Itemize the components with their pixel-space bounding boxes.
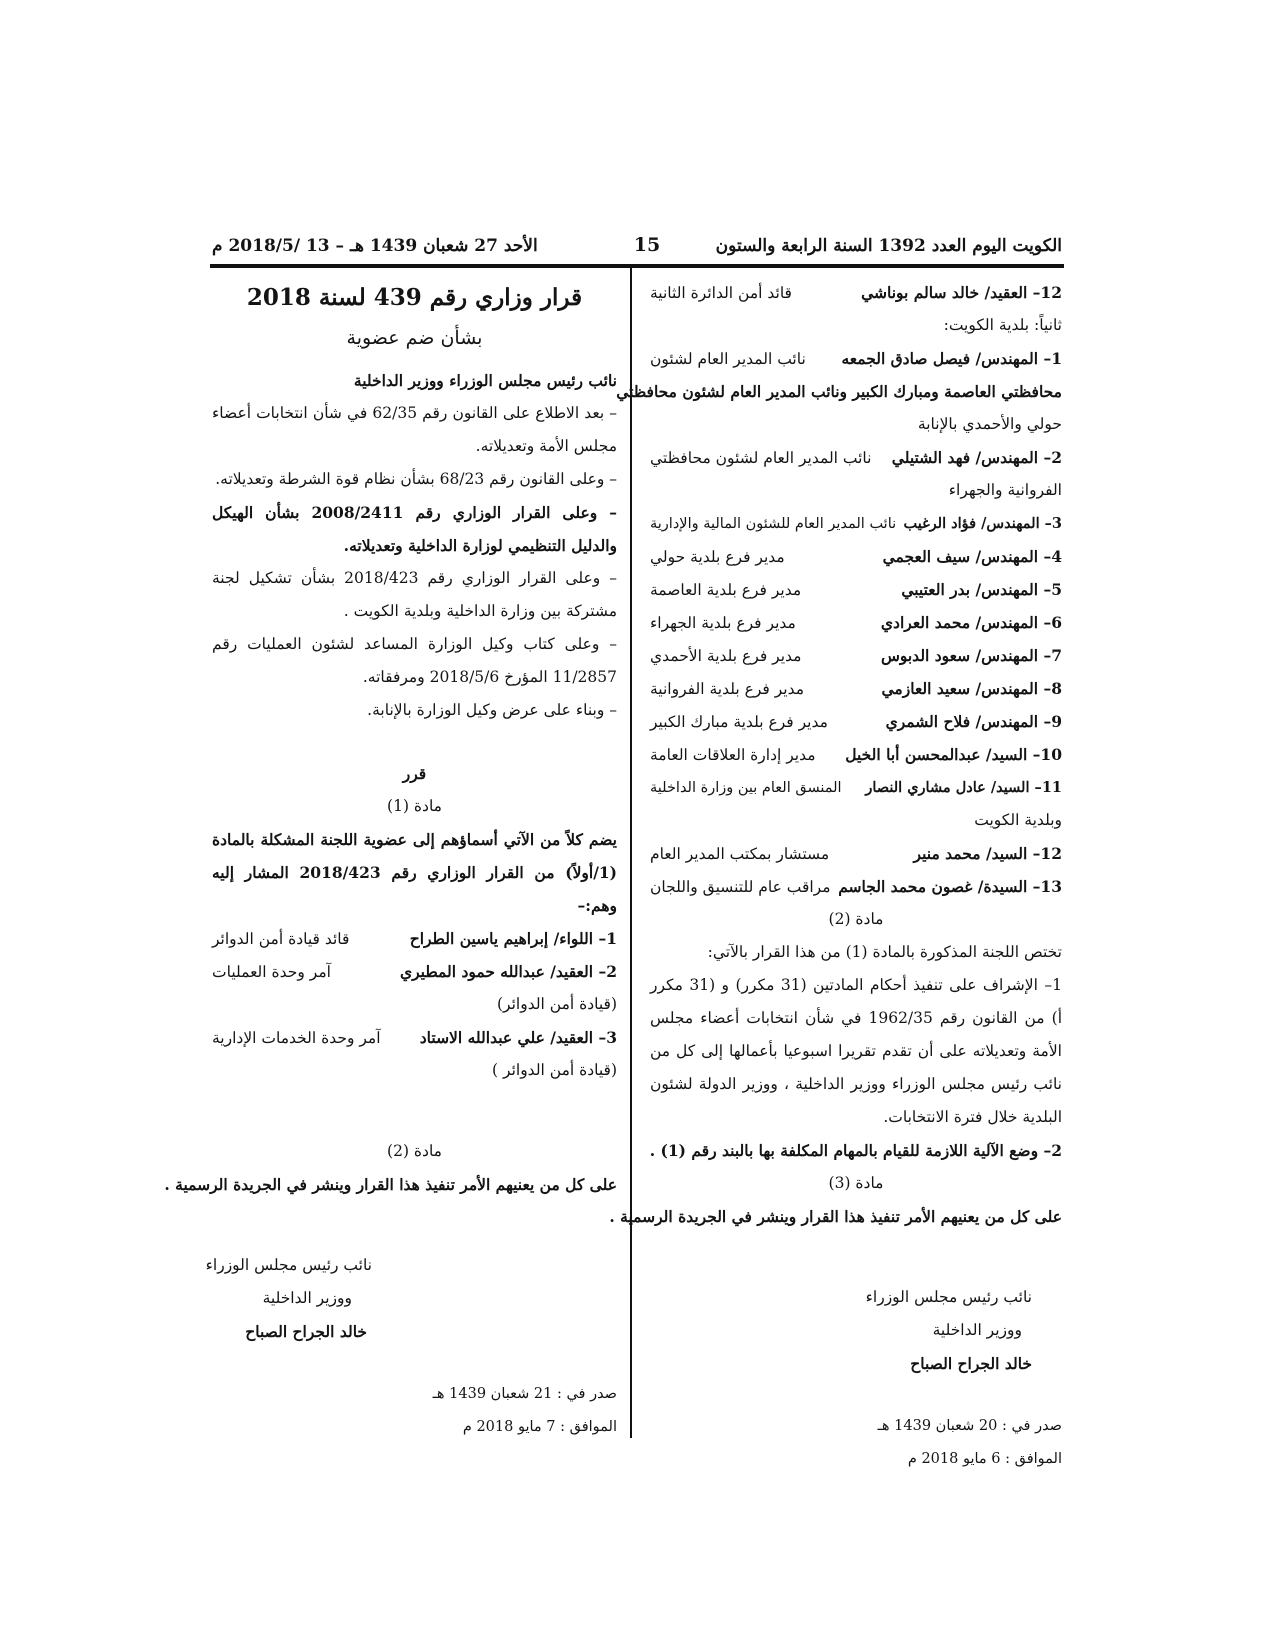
member-role: مستشار بمكتب المدير العام [650,845,830,863]
member-row [650,738,1062,771]
issued-date: صدر في : 20 شعبان 1439 هـ [877,1418,1062,1434]
preamble-clause: – وعلى القانون رقم 68/23 بشأن نظام قوة الشرطة وتعديلاته. [215,470,617,488]
member-role: نائب المدير العام لشئون محافظتي [650,449,872,467]
corresponding-date: الموافق : 7 مايو 2018 م [462,1419,617,1435]
member-name: 13– السيدة/ غصون محمد الجاسم [838,877,1062,896]
article-heading: مادة (1) [387,797,442,815]
member-name: 10– السيد/ عبدالمحسن أبا الخيل [845,745,1062,764]
issued-date: صدر في : 21 شعبان 1439 هـ [432,1386,617,1402]
member-role: مدير فرع بلدية حولي [650,548,785,566]
member-row [650,639,1062,672]
member-role: قائد قيادة أمن الدوائر [212,930,350,948]
member-name: 6– المهندس/ محمد العرادي [880,613,1062,632]
article-text: على كل من يعنيهم الأمر تنفيذ هذا القرار وينشر في الجريدة الرسمية . [164,1175,617,1194]
member-role: المنسق العام بين وزارة الداخلية [650,780,842,796]
member-name: 12– السيد/ محمد منير [913,844,1062,863]
signature-name: خالد الجراح الصباح [910,1354,1032,1373]
member-row [650,507,1062,540]
member-role-cont: محافظتي العاصمة ومبارك الكبير ونائب المدير العام لشئون محافظتي [616,382,1062,401]
member-row [212,955,617,988]
member-role: مدير فرع بلدية الجهراء [650,614,796,632]
decided-heading: قرر [402,764,427,783]
member-role: آمر وحدة الخدمات الإدارية [212,1029,381,1047]
member-name: 7– المهندس/ سعود الدبوس [880,646,1062,665]
member-row [650,540,1062,573]
member-role: مدير فرع بلدية الفروانية [650,680,805,698]
page-number: 15 [633,234,661,256]
member-name: 3– العقيد/ علي عبدالله الاستاد [419,1028,617,1047]
signature-title: ووزير الداخلية [262,1289,352,1307]
decree-issuer: نائب رئيس مجلس الوزراء ووزير الداخلية [353,371,617,390]
preamble-clause: – بعد الاطلاع على القانون رقم 62/35 في شأن انتخابات أعضاء مجلس الأمة وتعديلاته. [212,404,618,455]
member-name: 2– المهندس/ فهد الشتيلي [891,448,1062,467]
right-column [609,276,1063,1476]
member-name: 3– المهندس/ فؤاد الرغيب [903,515,1062,532]
member-role: مدير فرع بلدية العاصمة [650,581,802,599]
article-item: 1– الإشراف على تنفيذ أحكام المادتين (31 مكرر) و (31 مكرر أ) من القانون رقم 1962/35 في شأن انتخابات أعضاء مجلس الأمة وتعديلاته على أن تقدم تقريرا اسبوعيا بأعمالها إلى كل من نائب رئيس مجلس الوزراء ووزير الداخلية ، ووزير الدولة لشئون البلدية خلال فترة الانتخابات. [650,976,1063,1126]
signature-title: ووزير الداخلية [932,1321,1022,1339]
article-heading: مادة (2) [387,1142,442,1160]
member-role: مدير إدارة العلاقات العامة [650,746,816,764]
member-role-cont: (قيادة أمن الدوائر) [496,995,617,1013]
member-row [650,672,1062,705]
member-row [650,342,1062,375]
member-role-cont: (قيادة أمن الدوائر ) [492,1061,617,1079]
page-header [212,236,1062,266]
corresponding-date: الموافق : 6 مايو 2018 م [907,1451,1062,1467]
member-row [650,705,1062,738]
member-role: آمر وحدة العمليات [212,963,331,981]
member-name: 9– المهندس/ فلاح الشمري [885,712,1062,731]
member-row [650,276,1062,309]
member-name: 1– المهندس/ فيصل صادق الجمعه [841,349,1062,368]
member-name: 12– العقيد/ خالد سالم بوناشي [861,283,1062,302]
member-row [650,573,1062,606]
member-role: مدير فرع بلدية الأحمدي [650,647,802,665]
member-role: مراقب عام للتنسيق واللجان [650,878,831,896]
signature-title: نائب رئيس مجلس الوزراء [205,1256,372,1274]
preamble-clause: – وعلى القرار الوزاري رقم 2008/2411 بشأن الهيكل والدليل التنظيمي لوزارة الداخلية وتعديلاته. [212,503,617,555]
member-role-cont: الفروانية والجهراء [948,481,1062,499]
member-name: 4– المهندس/ سيف العجمي [882,547,1062,566]
header-issue-info: الكويت اليوم العدد 1392 السنة الرابعة والستون [715,236,1062,256]
section-heading: ثانياً: بلدية الكويت: [943,316,1062,334]
member-name: 2– العقيد/ عبدالله حمود المطيري [399,962,617,981]
member-role: نائب المدير العام لشئون [650,350,806,368]
preamble-clause: – وبناء على عرض وكيل الوزارة بالإنابة. [367,701,617,719]
member-name: 5– المهندس/ بدر العتيبي [901,580,1062,599]
member-row [650,606,1062,639]
member-name: 11– السيد/ عادل مشاري النصار [865,779,1062,796]
member-role-cont: حولي والأحمدي بالإنابة [917,415,1062,433]
member-role: مدير فرع بلدية مبارك الكبير [650,713,828,731]
article-heading: مادة (3) [828,1174,884,1192]
member-row [650,771,1062,804]
preamble-clause: – وعلى كتاب وكيل الوزارة المساعد لشئون العمليات رقم 11/2857 المؤرخ 2018/5/6 ومرفقاته. [212,635,617,686]
member-row [212,1021,617,1054]
left-column [164,276,618,1444]
article-text: يضم كلاً من الآتي أسماؤهم إلى عضوية اللجنة المشكلة بالمادة (1/أولاً) من القرار الوزاري رقم 2018/423 المشار إليه وهم:– [212,830,618,915]
article-item: 2– وضع الآلية اللازمة للقيام بالمهام المكلفة بها بالبند رقم (1) . [649,1141,1062,1160]
member-role: نائب المدير العام للشئون المالية والإدارية [650,516,897,532]
article-intro: تختص اللجنة المذكورة بالمادة (1) من هذا القرار بالآتي: [707,943,1062,961]
member-name: 8– المهندس/ سعيد العازمي [881,679,1062,698]
header-rule [210,264,1064,268]
article-heading: مادة (2) [828,910,884,928]
signature-name: خالد الجراح الصباح [245,1322,367,1341]
preamble-clause: – وعلى القرار الوزاري رقم 2018/423 بشأن تشكيل لجنة مشتركة بين وزارة الداخلية وبلدية الكويت . [212,569,617,620]
article-text: على كل من يعنيهم الأمر تنفيذ هذا القرار وينشر في الجريدة الرسمية . [609,1207,1062,1226]
member-name: 1– اللواء/ إبراهيم ياسين الطراح [409,929,617,948]
header-date: الأحد 27 شعبان 1439 هـ – 13 /2018/5 م [212,236,538,256]
decree-title: قرار وزاري رقم 439 لسنة 2018 [246,284,583,311]
decree-subtitle: بشأن ضم عضوية [346,327,483,349]
column-divider [630,268,632,1438]
member-role-cont: وبلدية الكويت [974,811,1062,829]
member-role: قائد أمن الدائرة الثانية [650,284,792,302]
member-row [650,870,1062,903]
member-row [650,441,1062,474]
member-row [212,922,617,955]
member-row [650,837,1062,870]
signature-title: نائب رئيس مجلس الوزراء [865,1288,1032,1306]
